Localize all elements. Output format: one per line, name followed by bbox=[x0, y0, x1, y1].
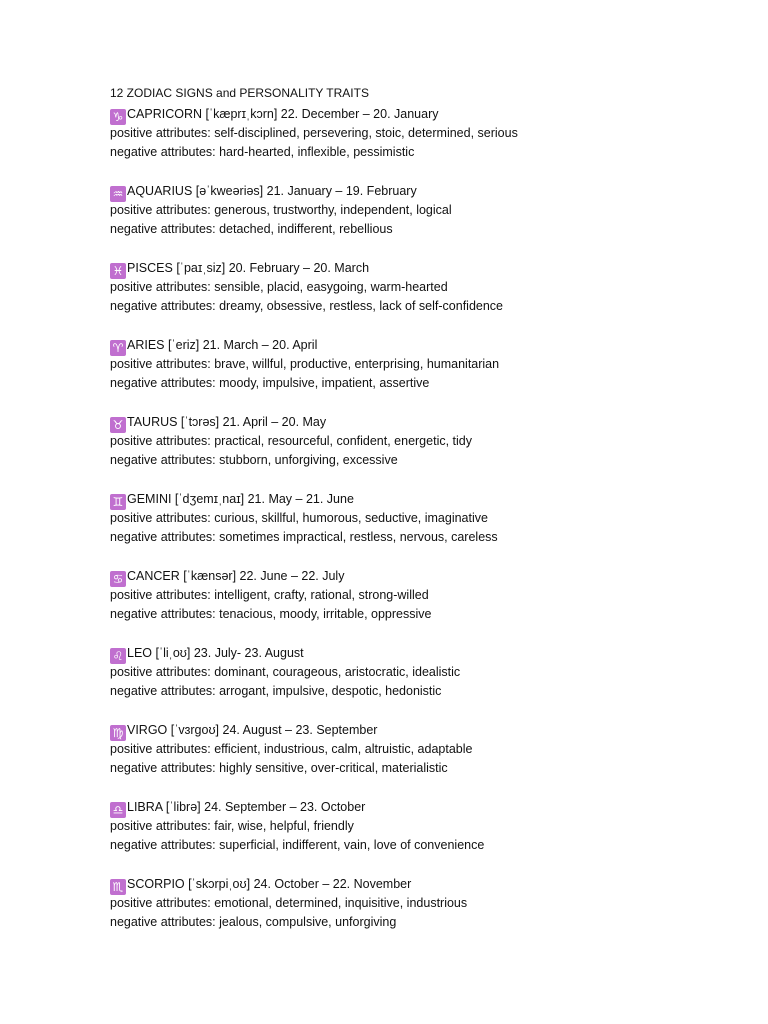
positive-attributes: positive attributes: brave, willful, productive, enterprising, humanitarian bbox=[110, 357, 500, 371]
positive-attributes: positive attributes: fair, wise, helpful, friendly bbox=[110, 819, 354, 833]
sign-header bbox=[110, 105, 730, 124]
sign-header bbox=[110, 567, 730, 586]
sign-header bbox=[110, 798, 730, 817]
sign-header bbox=[110, 875, 730, 894]
sign-leo bbox=[110, 644, 730, 701]
sign-capricorn bbox=[110, 105, 730, 162]
sign-header bbox=[110, 490, 730, 509]
sign-gemini bbox=[110, 490, 730, 547]
sign-header bbox=[110, 259, 730, 278]
negative-attributes: negative attributes: highly sensitive, over-critical, materialistic bbox=[110, 761, 448, 775]
libra-icon: ♎ bbox=[110, 802, 126, 818]
positive-attributes: positive attributes: generous, trustworthy, independent, logical bbox=[110, 203, 452, 217]
sign-header-text: AQUARIUS [əˈkweəriəs] 21. January – 19. February bbox=[127, 184, 417, 198]
negative-attributes: negative attributes: jealous, compulsive, unforgiving bbox=[110, 915, 397, 929]
virgo-icon: ♍ bbox=[110, 725, 126, 741]
sign-pisces bbox=[110, 259, 730, 316]
positive-attributes: positive attributes: intelligent, crafty, rational, strong-willed bbox=[110, 588, 429, 602]
capricorn-icon: ♑ bbox=[110, 109, 126, 125]
document-title: 12 ZODIAC SIGNS and PERSONALITY TRAITS bbox=[110, 86, 369, 100]
sign-aquarius bbox=[110, 182, 730, 239]
sign-header-text: LEO [ˈliˌoʊ] 23. July- 23. August bbox=[127, 646, 304, 660]
negative-attributes: negative attributes: moody, impulsive, impatient, assertive bbox=[110, 376, 430, 390]
pisces-icon: ♓ bbox=[110, 263, 126, 279]
sign-header-text: TAURUS [ˈtɔrəs] 21. April – 20. May bbox=[127, 415, 327, 429]
sign-header-text: SCORPIO [ˈskɔrpiˌoʊ] 24. October – 22. November bbox=[127, 877, 412, 891]
negative-attributes: negative attributes: dreamy, obsessive, restless, lack of self-confidence bbox=[110, 299, 504, 313]
sign-header bbox=[110, 721, 730, 740]
sign-header-text: PISCES [ˈpaɪˌsiz] 20. February – 20. March bbox=[127, 261, 370, 275]
positive-attributes: positive attributes: sensible, placid, easygoing, warm-hearted bbox=[110, 280, 448, 294]
scorpio-icon: ♏ bbox=[110, 879, 126, 895]
positive-attributes: positive attributes: emotional, determined, inquisitive, industrious bbox=[110, 896, 468, 910]
sign-taurus bbox=[110, 413, 730, 470]
cancer-icon: ♋ bbox=[110, 571, 126, 587]
sign-header bbox=[110, 336, 730, 355]
sign-header-text: CANCER [ˈkænsər] 22. June – 22. July bbox=[127, 569, 345, 583]
sign-header-text: CAPRICORN [ˈkæprɪˌkɔrn] 22. December – 20. January bbox=[127, 107, 439, 121]
sign-header-text: ARIES [ˈeriz] 21. March – 20. April bbox=[127, 338, 318, 352]
aquarius-icon: ♒ bbox=[110, 186, 126, 202]
negative-attributes: negative attributes: detached, indifferent, rebellious bbox=[110, 222, 393, 236]
sign-header bbox=[110, 182, 730, 201]
gemini-icon: ♊ bbox=[110, 494, 126, 510]
sign-libra bbox=[110, 798, 730, 855]
positive-attributes: positive attributes: self-disciplined, persevering, stoic, determined, serious bbox=[110, 126, 518, 140]
positive-attributes: positive attributes: dominant, courageous, aristocratic, idealistic bbox=[110, 665, 461, 679]
document-page bbox=[110, 86, 730, 932]
positive-attributes: positive attributes: practical, resourceful, confident, energetic, tidy bbox=[110, 434, 472, 448]
sign-virgo bbox=[110, 721, 730, 778]
negative-attributes: negative attributes: hard-hearted, inflexible, pessimistic bbox=[110, 145, 415, 159]
negative-attributes: negative attributes: sometimes impractical, restless, nervous, careless bbox=[110, 530, 498, 544]
sign-cancer bbox=[110, 567, 730, 624]
sign-header bbox=[110, 644, 730, 663]
negative-attributes: negative attributes: tenacious, moody, irritable, oppressive bbox=[110, 607, 432, 621]
sign-header-text: VIRGO [ˈvɜrgoʊ] 24. August – 23. September bbox=[127, 723, 378, 737]
positive-attributes: positive attributes: curious, skillful, humorous, seductive, imaginative bbox=[110, 511, 488, 525]
sign-header-text: GEMINI [ˈdʒemɪˌnaɪ] 21. May – 21. June bbox=[127, 492, 354, 506]
positive-attributes: positive attributes: efficient, industrious, calm, altruistic, adaptable bbox=[110, 742, 473, 756]
leo-icon: ♌ bbox=[110, 648, 126, 664]
aries-icon: ♈ bbox=[110, 340, 126, 356]
sign-header bbox=[110, 413, 730, 432]
negative-attributes: negative attributes: superficial, indifferent, vain, love of convenience bbox=[110, 838, 485, 852]
sign-aries bbox=[110, 336, 730, 393]
negative-attributes: negative attributes: arrogant, impulsive, despotic, hedonistic bbox=[110, 684, 442, 698]
taurus-icon: ♉ bbox=[110, 417, 126, 433]
sign-scorpio bbox=[110, 875, 730, 932]
negative-attributes: negative attributes: stubborn, unforgiving, excessive bbox=[110, 453, 398, 467]
sign-header-text: LIBRA [ˈlibrə] 24. September – 23. October bbox=[127, 800, 366, 814]
